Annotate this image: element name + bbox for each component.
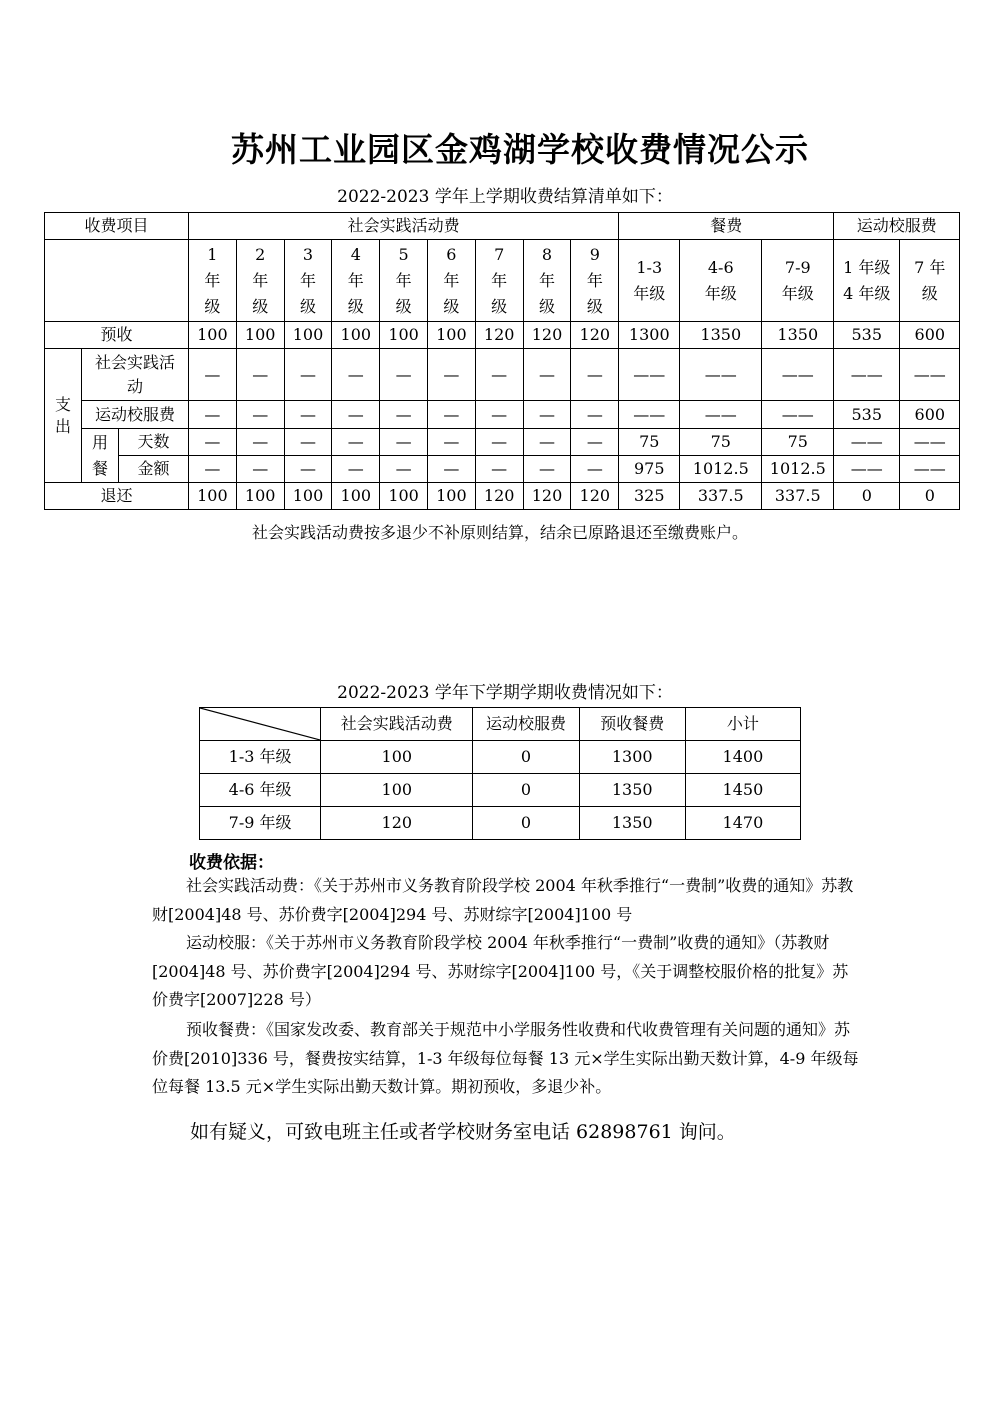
cell: —— bbox=[619, 349, 680, 401]
cell: 75 bbox=[680, 429, 762, 456]
cell: 535 bbox=[834, 322, 900, 349]
basis-social: 社会实践活动费：《关于苏州市义务教育阶段学校 2004 年秋季推行“一费制”收费的通知》苏教财[2004]48 号、苏价费字[2004]294 号、苏财综字[2004]100 号 bbox=[152, 876, 854, 924]
cell: — bbox=[380, 401, 428, 429]
grade-header: 9 年 级 bbox=[571, 240, 619, 322]
cell: 1400 bbox=[685, 741, 800, 774]
cell: —— bbox=[834, 349, 900, 401]
cell: 100 bbox=[236, 483, 284, 510]
cell: — bbox=[236, 429, 284, 456]
cell: 1012.5 bbox=[680, 456, 762, 483]
meal-days-row bbox=[45, 429, 960, 456]
cell: —— bbox=[834, 429, 900, 456]
cell: 1450 bbox=[685, 774, 800, 807]
cell: —— bbox=[900, 349, 960, 401]
grade-header: 1 年 级 bbox=[189, 240, 237, 322]
cell: —— bbox=[680, 349, 762, 401]
cell: 1350 bbox=[579, 774, 685, 807]
cell: 100 bbox=[380, 483, 428, 510]
row-label: 金额 bbox=[119, 456, 189, 483]
grade-label: 1-3 年级 bbox=[200, 741, 321, 774]
cell: 0 bbox=[473, 741, 579, 774]
cell: — bbox=[189, 429, 237, 456]
column-header: 预收餐费 bbox=[579, 708, 685, 741]
cell: — bbox=[284, 429, 332, 456]
header-social-group: 社会实践活动费 bbox=[189, 213, 619, 240]
cell: — bbox=[236, 349, 284, 401]
expense-label: 支 出 bbox=[45, 349, 82, 483]
meal-label: 用 餐 bbox=[82, 429, 119, 483]
cell: 75 bbox=[619, 429, 680, 456]
cell: 600 bbox=[900, 322, 960, 349]
cell: — bbox=[189, 349, 237, 401]
cell: —— bbox=[834, 456, 900, 483]
cell: 100 bbox=[284, 483, 332, 510]
cell: 1012.5 bbox=[762, 456, 834, 483]
uniform-expense-row bbox=[45, 401, 960, 429]
section1-subtitle: 2022-2023 学年上学期收费结算清单如下： bbox=[337, 187, 673, 207]
fee-table bbox=[199, 707, 801, 840]
cell: —— bbox=[900, 429, 960, 456]
cell: 100 bbox=[189, 483, 237, 510]
cell: 120 bbox=[475, 322, 523, 349]
cell: — bbox=[380, 349, 428, 401]
diagonal-header-cell bbox=[200, 708, 321, 741]
basis-meal: 预收餐费：《国家发改委、教育部关于规范中小学服务性收费和代收费管理有关问题的通知》苏价费[2010]336 号，餐费按实结算，1-3 年级每位每餐 13 元×学生实际出勤天数计算，4-9 年级每位每餐 13.5 元×学生实际出勤天数计算。期初预收，多退少补。 bbox=[152, 1020, 859, 1096]
cell: — bbox=[284, 349, 332, 401]
cell: —— bbox=[900, 456, 960, 483]
cell: — bbox=[571, 401, 619, 429]
social-expense-row bbox=[45, 349, 960, 401]
cell: 337.5 bbox=[680, 483, 762, 510]
header-item: 收费项目 bbox=[45, 213, 189, 240]
cell: — bbox=[475, 349, 523, 401]
cell: 1350 bbox=[579, 807, 685, 840]
cell: 120 bbox=[475, 483, 523, 510]
basis-uniform: 运动校服：《关于苏州市义务教育阶段学校 2004 年秋季推行“一费制”收费的通知》（苏教财[2004]48 号、苏价费字[2004]294 号、苏财综字[2004]100 号，《关于调整校服价格的批复》苏价费字[2007]228 号） bbox=[152, 933, 849, 1009]
meal-grade-header: 1-3 年级 bbox=[619, 240, 680, 322]
cell: — bbox=[284, 456, 332, 483]
meal-amount-row bbox=[45, 456, 960, 483]
grade-header: 8 年 级 bbox=[523, 240, 571, 322]
cell: — bbox=[475, 401, 523, 429]
table-row bbox=[200, 741, 801, 774]
cell: — bbox=[571, 429, 619, 456]
cell: — bbox=[332, 429, 380, 456]
cell: — bbox=[427, 401, 475, 429]
refund-row bbox=[45, 483, 960, 510]
row-label: 社会实践活 动 bbox=[82, 349, 189, 401]
cell: — bbox=[284, 401, 332, 429]
cell: — bbox=[380, 456, 428, 483]
cell: — bbox=[380, 429, 428, 456]
cell: 120 bbox=[523, 322, 571, 349]
cell: — bbox=[332, 401, 380, 429]
cell: — bbox=[571, 456, 619, 483]
row-label: 退还 bbox=[45, 483, 189, 510]
cell: 75 bbox=[762, 429, 834, 456]
cell: — bbox=[523, 349, 571, 401]
cell: — bbox=[189, 456, 237, 483]
cell: 1300 bbox=[579, 741, 685, 774]
grade-header-row bbox=[45, 240, 960, 322]
cell: — bbox=[571, 349, 619, 401]
grade-header: 5 年 级 bbox=[380, 240, 428, 322]
cell: — bbox=[427, 429, 475, 456]
meal-grade-header: 4-6 年级 bbox=[680, 240, 762, 322]
cell: 337.5 bbox=[762, 483, 834, 510]
cell: —— bbox=[762, 401, 834, 429]
grade-header: 2 年 级 bbox=[236, 240, 284, 322]
cell: 100 bbox=[332, 322, 380, 349]
cell: — bbox=[189, 401, 237, 429]
cell: 100 bbox=[380, 322, 428, 349]
grade-label: 7-9 年级 bbox=[200, 807, 321, 840]
cell: 325 bbox=[619, 483, 680, 510]
page-title: 苏州工业园区金鸡湖学校收费情况公示 bbox=[231, 130, 809, 169]
cell: — bbox=[523, 429, 571, 456]
row-label: 天数 bbox=[119, 429, 189, 456]
cell: 600 bbox=[900, 401, 960, 429]
header-uniform-group: 运动校服费 bbox=[834, 213, 960, 240]
row-label: 运动校服费 bbox=[82, 401, 189, 429]
cell: 100 bbox=[427, 483, 475, 510]
cell: 120 bbox=[571, 483, 619, 510]
cell: — bbox=[332, 456, 380, 483]
cell: 535 bbox=[834, 401, 900, 429]
table-row bbox=[200, 774, 801, 807]
cell: — bbox=[236, 401, 284, 429]
settlement-note: 社会实践活动费按多退少不补原则结算，结余已原路退还至缴费账户。 bbox=[251, 523, 748, 542]
cell: — bbox=[427, 456, 475, 483]
cell: 0 bbox=[900, 483, 960, 510]
row-label: 预收 bbox=[45, 322, 189, 349]
column-header: 运动校服费 bbox=[473, 708, 579, 741]
cell: 1470 bbox=[685, 807, 800, 840]
header-blank bbox=[45, 240, 189, 322]
header-meal-group: 餐费 bbox=[619, 213, 834, 240]
cell: 120 bbox=[571, 322, 619, 349]
cell: 100 bbox=[284, 322, 332, 349]
cell: 100 bbox=[189, 322, 237, 349]
grade-label: 4-6 年级 bbox=[200, 774, 321, 807]
uniform-grade-header: 7 年 级 bbox=[900, 240, 960, 322]
cell: — bbox=[475, 456, 523, 483]
grade-header: 7 年 级 bbox=[475, 240, 523, 322]
cell: 0 bbox=[473, 807, 579, 840]
cell: 0 bbox=[834, 483, 900, 510]
cell: 1350 bbox=[680, 322, 762, 349]
cell: 975 bbox=[619, 456, 680, 483]
cell: — bbox=[523, 401, 571, 429]
contact-line: 如有疑义，可致电班主任或者学校财务室电话 62898761 询问。 bbox=[190, 1121, 736, 1143]
cell: 100 bbox=[321, 774, 473, 807]
cell: 100 bbox=[321, 741, 473, 774]
cell: 0 bbox=[473, 774, 579, 807]
cell: 100 bbox=[236, 322, 284, 349]
cell: — bbox=[332, 349, 380, 401]
grade-header: 3 年 级 bbox=[284, 240, 332, 322]
cell: — bbox=[475, 429, 523, 456]
cell: 120 bbox=[321, 807, 473, 840]
uniform-grade-header: 1 年级 4 年级 bbox=[834, 240, 900, 322]
cell: 1350 bbox=[762, 322, 834, 349]
settlement-table bbox=[44, 212, 960, 510]
cell: — bbox=[236, 456, 284, 483]
cell: 1300 bbox=[619, 322, 680, 349]
cell: — bbox=[427, 349, 475, 401]
cell: —— bbox=[619, 401, 680, 429]
grade-header: 4 年 级 bbox=[332, 240, 380, 322]
grade-header: 6 年 级 bbox=[427, 240, 475, 322]
prepaid-row bbox=[45, 322, 960, 349]
cell: — bbox=[523, 456, 571, 483]
cell: —— bbox=[680, 401, 762, 429]
table-row bbox=[200, 807, 801, 840]
cell: —— bbox=[762, 349, 834, 401]
meal-grade-header: 7-9 年级 bbox=[762, 240, 834, 322]
cell: 120 bbox=[523, 483, 571, 510]
column-header: 社会实践活动费 bbox=[321, 708, 473, 741]
column-header: 小计 bbox=[685, 708, 800, 741]
cell: 100 bbox=[427, 322, 475, 349]
cell: 100 bbox=[332, 483, 380, 510]
diagonal-line bbox=[200, 708, 320, 740]
section2-subtitle: 2022-2023 学年下学期学期收费情况如下： bbox=[337, 683, 673, 703]
basis-heading: 收费依据： bbox=[189, 853, 274, 873]
